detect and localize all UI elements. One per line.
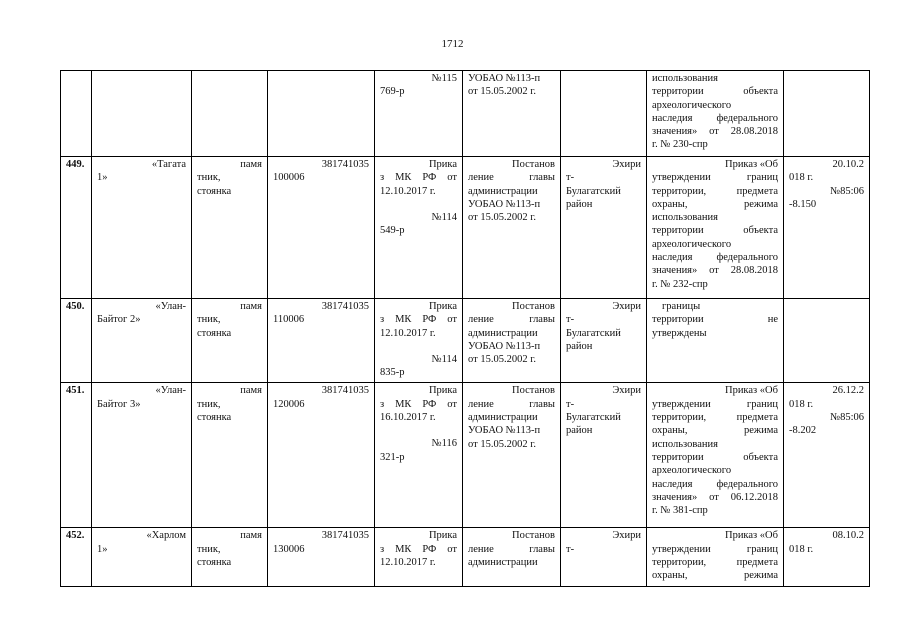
name-line: 1» xyxy=(97,172,108,184)
territory-order-cell xyxy=(647,383,784,528)
resolution-line: Постанов xyxy=(512,385,555,397)
order-line: з МК РФ от xyxy=(380,398,457,410)
location-line: т- xyxy=(566,172,575,184)
resolution-line: от 15.05.2002 г. xyxy=(468,212,536,224)
resolution-line: ление главы xyxy=(468,172,555,184)
name-line: «Харлом xyxy=(146,530,186,542)
kind-line: стоянка xyxy=(197,412,232,424)
territory-line: территории объекта xyxy=(652,86,778,98)
order-line: з МК РФ от xyxy=(380,172,457,184)
table-row xyxy=(61,528,870,586)
object-kind-cell xyxy=(192,528,268,586)
registry-number-cell xyxy=(268,528,375,586)
kind-line: стоянка xyxy=(197,557,232,569)
territory-line: утверждены xyxy=(652,327,707,339)
order-line: Прика xyxy=(428,159,457,170)
date-cell xyxy=(784,71,870,157)
resolution-line: Постанов xyxy=(512,159,555,170)
territory-line: охраны, режима xyxy=(652,425,778,437)
kind-line: стоянка xyxy=(197,327,232,339)
date-line: -8.202 xyxy=(789,425,817,437)
territory-line: г. № 230-спр xyxy=(652,139,708,151)
territory-line: значения» от 28.08.2018 xyxy=(652,265,778,277)
object-kind-cell xyxy=(192,299,268,383)
resolution-line: от 15.05.2002 г. xyxy=(468,86,536,98)
order-line: №114 xyxy=(431,211,457,223)
resolution-line: от 15.05.2002 г. xyxy=(468,438,536,450)
kind-line: памя xyxy=(240,385,262,397)
order-line: №114 xyxy=(431,353,457,365)
territory-order-cell xyxy=(647,528,784,586)
territory-line: археологического xyxy=(652,238,732,250)
object-name-cell xyxy=(92,528,192,586)
order-line: 12.10.2017 г. xyxy=(380,185,436,197)
resolution-cell xyxy=(463,299,561,383)
territory-line: археологического xyxy=(652,465,732,477)
territory-line: территории объекта xyxy=(652,225,778,237)
territory-line: утверждении границ xyxy=(652,172,778,184)
table-row xyxy=(61,299,870,383)
ministry-order-cell xyxy=(375,383,463,528)
heritage-registry-table xyxy=(60,70,870,587)
name-line: «Улан- xyxy=(155,301,186,312)
order-line: Прика xyxy=(428,530,457,542)
resolution-line: администрации xyxy=(468,412,538,424)
location-cell xyxy=(561,528,647,586)
table-row xyxy=(61,71,870,157)
order-line: 769-р xyxy=(380,86,405,98)
object-name-cell xyxy=(92,71,192,157)
location-line: Булагатский xyxy=(566,327,621,339)
row-number: 450. xyxy=(61,299,92,383)
name-line: 1» xyxy=(97,543,108,555)
territory-line: г. № 232-спр xyxy=(652,278,708,290)
date-line: 018 г. xyxy=(789,543,814,555)
order-line: 835-р xyxy=(380,367,405,379)
registry-line: 381741035 xyxy=(321,530,369,542)
name-line: Байтог 2» xyxy=(97,314,141,326)
territory-line: использования xyxy=(652,73,718,84)
location-line: Эхири xyxy=(612,530,641,542)
registry-number-cell xyxy=(268,299,375,383)
location-line: Булагатский xyxy=(566,185,621,197)
object-name-cell xyxy=(92,383,192,528)
resolution-line: УОБАО №113-п xyxy=(468,198,541,210)
territory-order-cell xyxy=(647,299,784,383)
registry-line: 100006 xyxy=(273,172,305,184)
row-number: 452. xyxy=(61,528,92,586)
territory-line: использования xyxy=(652,438,718,450)
kind-line: тник, xyxy=(197,543,221,555)
resolution-line: администрации xyxy=(468,327,538,339)
resolution-line: ление главы xyxy=(468,543,555,555)
name-line: «Улан- xyxy=(155,385,186,397)
ministry-order-cell xyxy=(375,71,463,157)
territory-line: Приказ «Об xyxy=(724,385,778,397)
date-line: 20.10.2 xyxy=(832,159,864,170)
registry-line: 130006 xyxy=(273,543,305,555)
territory-line: утверждении границ xyxy=(652,398,778,410)
resolution-cell xyxy=(463,383,561,528)
resolution-line: администрации xyxy=(468,185,538,197)
date-cell xyxy=(784,528,870,586)
kind-line: памя xyxy=(240,530,262,542)
date-cell xyxy=(784,383,870,528)
kind-line: тник, xyxy=(197,314,221,326)
order-line: №115 xyxy=(431,73,457,84)
location-cell xyxy=(561,71,647,157)
kind-line: тник, xyxy=(197,398,221,410)
ministry-order-cell xyxy=(375,528,463,586)
name-line: Байтог 3» xyxy=(97,398,141,410)
order-line: з МК РФ от xyxy=(380,543,457,555)
territory-line: наследия федерального xyxy=(652,252,778,264)
name-line: «Тагата xyxy=(151,159,186,170)
resolution-line: Постанов xyxy=(512,530,555,542)
location-line: Эхири xyxy=(612,159,641,170)
location-line: т- xyxy=(566,398,575,410)
order-line: 321-р xyxy=(380,451,405,463)
territory-line: территории не xyxy=(652,314,778,326)
resolution-line: ление главы xyxy=(468,314,555,326)
location-line: т- xyxy=(566,314,575,326)
location-line: район xyxy=(566,425,593,437)
object-kind-cell xyxy=(192,71,268,157)
territory-line: Приказ «Об xyxy=(724,159,778,170)
location-line: Булагатский xyxy=(566,412,621,424)
registry-line: 120006 xyxy=(273,398,305,410)
resolution-line: УОБАО №113-п xyxy=(468,425,541,437)
date-line: 018 г. xyxy=(789,398,814,410)
registry-number-cell xyxy=(268,157,375,299)
territory-line: территории, предмета xyxy=(652,557,778,569)
location-line: т- xyxy=(566,543,575,555)
order-line: з МК РФ от xyxy=(380,314,457,326)
order-line: №116 xyxy=(431,438,457,450)
location-cell xyxy=(561,157,647,299)
registry-line: 110006 xyxy=(273,314,305,326)
territory-line: значения» от 28.08.2018 xyxy=(652,126,778,138)
registry-line: 381741035 xyxy=(321,385,369,397)
territory-order-cell xyxy=(647,157,784,299)
order-line: 16.10.2017 г. xyxy=(380,412,436,424)
location-cell xyxy=(561,299,647,383)
date-line: -8.150 xyxy=(789,198,817,210)
object-name-cell xyxy=(92,157,192,299)
kind-line: тник, xyxy=(197,172,221,184)
territory-line: значения» от 06.12.2018 xyxy=(652,491,778,503)
resolution-line: УОБАО №113-п xyxy=(468,340,541,352)
object-kind-cell xyxy=(192,383,268,528)
location-line: район xyxy=(566,198,593,210)
page-number: 1712 xyxy=(441,38,464,50)
territory-line: г. № 381-спр xyxy=(652,505,708,517)
territory-line: территории, предмета xyxy=(652,412,778,424)
order-line: Прика xyxy=(428,301,457,312)
resolution-line: администрации xyxy=(468,557,538,569)
location-cell xyxy=(561,383,647,528)
date-line: 08.10.2 xyxy=(832,530,864,542)
object-name-cell xyxy=(92,299,192,383)
territory-line: охраны, режима xyxy=(652,198,778,210)
table-row xyxy=(61,157,870,299)
territory-line: наследия федерального xyxy=(652,112,778,124)
date-line: №85:06 xyxy=(830,412,864,424)
row-number: 451. xyxy=(61,383,92,528)
order-line: 12.10.2017 г. xyxy=(380,557,436,569)
location-line: Эхири xyxy=(612,385,641,397)
registry-line: 381741035 xyxy=(321,301,369,312)
resolution-line: ление главы xyxy=(468,398,555,410)
order-line: 549-р xyxy=(380,225,405,237)
row-number: 449. xyxy=(61,157,92,299)
date-line: 26.12.2 xyxy=(832,385,864,397)
territory-line: археологического xyxy=(652,99,732,111)
territory-line: использования xyxy=(652,212,718,224)
kind-line: памя xyxy=(240,159,262,170)
object-kind-cell xyxy=(192,157,268,299)
territory-line: охраны, режима xyxy=(652,570,778,582)
ministry-order-cell xyxy=(375,299,463,383)
date-cell xyxy=(784,157,870,299)
resolution-cell xyxy=(463,157,561,299)
registry-number-cell xyxy=(268,383,375,528)
registry-line: 381741035 xyxy=(321,159,369,170)
table-row xyxy=(61,383,870,528)
order-line: Прика xyxy=(428,385,457,397)
row-number xyxy=(61,71,92,157)
date-line: №85:06 xyxy=(830,185,864,197)
resolution-cell xyxy=(463,71,561,157)
territory-line: утверждении границ xyxy=(652,543,778,555)
kind-line: стоянка xyxy=(197,185,232,197)
territory-line: границы xyxy=(662,301,701,312)
territory-order-cell xyxy=(647,71,784,157)
ministry-order-cell xyxy=(375,157,463,299)
territory-line: территории объекта xyxy=(652,451,778,463)
resolution-line: Постанов xyxy=(512,301,555,312)
resolution-line: УОБАО №113-п xyxy=(468,73,541,84)
territory-line: наследия федерального xyxy=(652,478,778,490)
date-line: 018 г. xyxy=(789,172,814,184)
date-cell xyxy=(784,299,870,383)
location-line: район xyxy=(566,340,593,352)
territory-line: Приказ «Об xyxy=(724,530,778,542)
order-line: 12.10.2017 г. xyxy=(380,327,436,339)
registry-number-cell xyxy=(268,71,375,157)
resolution-line: от 15.05.2002 г. xyxy=(468,354,536,366)
resolution-cell xyxy=(463,528,561,586)
kind-line: памя xyxy=(240,301,262,312)
territory-line: территории, предмета xyxy=(652,185,778,197)
location-line: Эхири xyxy=(612,301,641,312)
